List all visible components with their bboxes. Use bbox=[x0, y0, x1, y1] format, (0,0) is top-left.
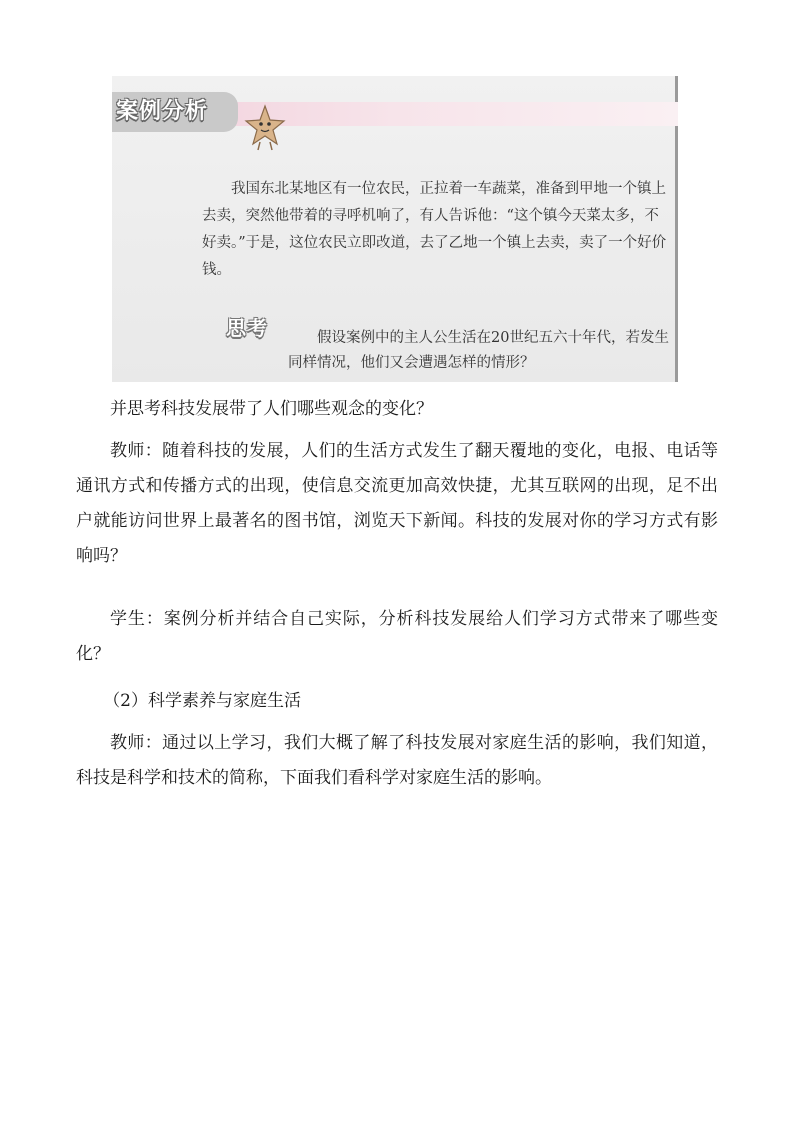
think-text: 假设案例中的主人公生活在20世纪五六十年代，若发生同样情况，他们又会遭遇怎样的情形？ bbox=[288, 330, 669, 371]
think-title: 思考 bbox=[226, 316, 268, 340]
paragraph-question: 并思考科技发展带了人们哪些观念的变化？ bbox=[110, 399, 433, 419]
case-analysis-figure bbox=[112, 76, 678, 382]
paragraph-teacher-2: 教师：通过以上学习，我们大概了解了科技发展对家庭生活的影响，我们知道，科技是科学和技术的简称，下面我们看科学对家庭生活的影响。 bbox=[76, 733, 718, 788]
section-heading: （2）科学素养与家庭生活 bbox=[103, 691, 302, 711]
paragraph-student: 学生：案例分析并结合自己实际，分析科技发展给人们学习方式带来了哪些变化？ bbox=[76, 609, 718, 664]
case-analysis-title: 案例分析 bbox=[116, 99, 209, 124]
paragraph-teacher-1: 教师：随着科技的发展，人们的生活方式发生了翻天覆地的变化，电报、电话等通讯方式和传播方式的出现，使信息交流更加高效快捷，尤其互联网的出现，足不出户就能访问世界上最著名的图书馆，浏览天下新闻。科技的发展对你的学习方式有影响吗？ bbox=[76, 441, 718, 566]
case-text: 我国东北某地区有一位农民，正拉着一车蔬菜，准备到甲地一个镇上去卖，突然他带着的寻呼机响了，有人告诉他：“这个镇今天菜太多，不好卖。”于是，这位农民立即改道，去了乙地一个镇上去卖，卖了一个好价钱。 bbox=[202, 181, 667, 278]
star-mascot-icon bbox=[244, 104, 286, 152]
